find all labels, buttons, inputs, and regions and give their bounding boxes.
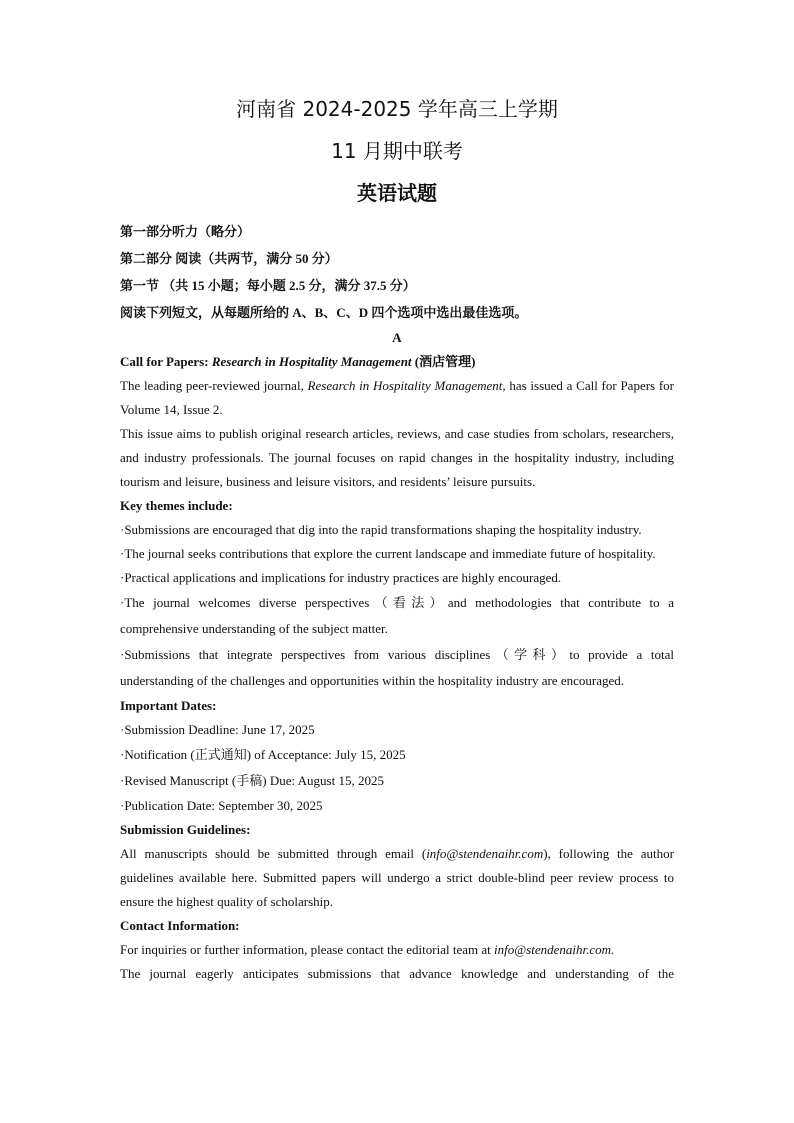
guidelines-email-link[interactable]: info@stendenaihr.com [426, 846, 544, 861]
theme-item: ·Submissions are encouraged that dig into the rapid transformations shaping the hospitality industry. [120, 522, 642, 537]
paragraph-2: This issue aims to publish original research articles, reviews, and case studies from scholars, researchers, and industry professionals. The journal focuses on rapid changes in the hospitality industry, including tourism and leisure, business and leisure visitors, and residents’ leisure pursuits. [120, 426, 674, 489]
theme-item: ·The journal welcomes diverse perspectives（看法）and methodologies that contribute to a comprehensive understanding of the subject matter. [120, 595, 674, 636]
heading-journal: Research in Hospitality Management [211, 354, 412, 369]
date-item: ·Publication Date: September 30, 2025 [120, 798, 323, 813]
date-item: ·Revised Manuscript (手稿) Due: August 15, 2025 [120, 773, 384, 788]
contact-paragraph [120, 938, 674, 962]
title-line-3: 英语试题 [357, 181, 437, 205]
guidelines-text-a: All manuscripts should be submitted through email ( [120, 846, 427, 861]
section-1-heading: 第一节 （共 15 小题；每小题 2.5 分，满分 37.5 分） [120, 278, 416, 293]
part-2-heading: 第二部分 阅读（共两节，满分 50 分） [120, 251, 338, 266]
date-item: ·Notification (正式通知) of Acceptance: July 15, 2025 [120, 747, 406, 762]
contact-heading: Contact Information: [120, 918, 240, 933]
p1-text-a: The leading peer-reviewed journal, [120, 378, 308, 393]
guidelines-text-b: ), following the author guidelines available here. Submitted papers will undergo a strict double-blind peer review process to ensure the highest quality of scholarship. [120, 846, 674, 909]
dates-heading: Important Dates: [120, 698, 217, 713]
document-page [120, 92, 674, 986]
contact-email-link[interactable]: info@stendenaihr.com. [494, 942, 615, 957]
paragraph-1 [120, 374, 674, 422]
guidelines-heading: Submission Guidelines: [120, 822, 251, 837]
p1-text-b: , has issued a Call for Papers for Volume 14, Issue 2. [120, 378, 674, 417]
date-item: ·Submission Deadline: June 17, 2025 [120, 722, 315, 737]
theme-item: ·The journal seeks contributions that explore the current landscape and immediate future of hospitality. [120, 546, 656, 561]
title-line-2: 11 月期中联考 [331, 139, 463, 163]
part-1-heading: 第一部分听力（略分） [120, 224, 251, 239]
p1-journal: Research in Hospitality Management [307, 378, 503, 393]
title-line-1: 河南省 2024-2025 学年高三上学期 [236, 97, 558, 121]
theme-item: ·Practical applications and implications for industry practices are highly encouraged. [120, 570, 562, 585]
key-themes-heading: Key themes include: [120, 498, 233, 513]
guidelines-paragraph [120, 842, 674, 914]
theme-item: ·Submissions that integrate perspectives from various disciplines（学科）to provide a total understanding of the challenges and opportunities within the hospitality industry are encouraged. [120, 647, 674, 688]
closing-paragraph: The journal eagerly anticipates submissions that advance knowledge and understanding of the [120, 966, 674, 981]
instruction: 阅读下列短文，从每题所给的 A、B、C、D 四个选项中选出最佳选项。 [120, 305, 528, 320]
passage-letter: A [392, 330, 402, 345]
heading-suffix: (酒店管理) [411, 354, 476, 369]
article-heading [120, 350, 674, 374]
contact-text: For inquiries or further information, please contact the editorial team at [120, 942, 494, 957]
heading-prefix: Call for Papers: [120, 354, 212, 369]
